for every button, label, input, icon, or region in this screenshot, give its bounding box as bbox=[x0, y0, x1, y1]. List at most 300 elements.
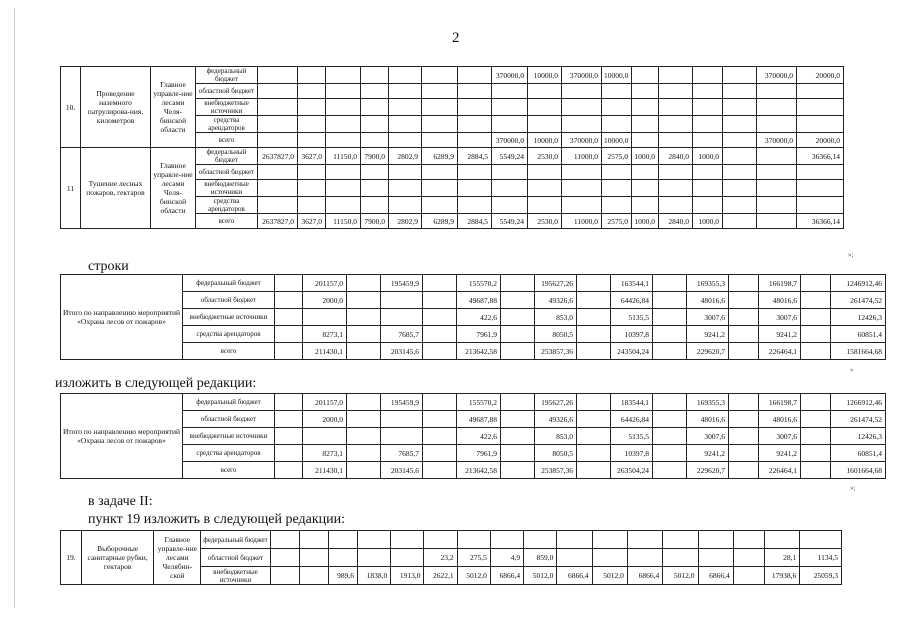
value-cell bbox=[659, 180, 693, 197]
value-cell: 23,2 bbox=[424, 549, 457, 567]
value-cell: 253857,36 bbox=[535, 343, 577, 360]
value-cell bbox=[361, 133, 389, 148]
value-cell: 7685,7 bbox=[381, 445, 423, 462]
value-cell: 213642,58 bbox=[457, 343, 501, 360]
value-cell bbox=[602, 180, 632, 197]
value-cell bbox=[801, 275, 831, 292]
value-cell bbox=[492, 180, 528, 197]
value-cell: 3007,6 bbox=[759, 428, 801, 445]
heading-new-edition: изложить в следующей редакции: bbox=[55, 376, 257, 391]
value-cell: 3627,0 bbox=[298, 214, 326, 229]
page-number: 2 bbox=[452, 30, 460, 46]
value-cell: 6866,4 bbox=[698, 567, 733, 585]
value-cell bbox=[423, 445, 457, 462]
value-cell bbox=[423, 275, 457, 292]
value-cell bbox=[757, 180, 797, 197]
value-cell bbox=[757, 148, 797, 165]
value-cell bbox=[423, 309, 457, 326]
value-cell bbox=[258, 165, 298, 180]
value-cell bbox=[602, 165, 632, 180]
value-cell: 169355,3 bbox=[687, 275, 729, 292]
funding-source: федеральный бюджет bbox=[201, 531, 271, 549]
value-cell bbox=[326, 197, 361, 214]
value-cell bbox=[298, 197, 326, 214]
value-cell: 7900,0 bbox=[361, 214, 389, 229]
value-cell bbox=[423, 326, 457, 343]
value-cell bbox=[632, 180, 659, 197]
value-cell bbox=[423, 411, 457, 428]
value-cell bbox=[298, 67, 326, 84]
value-cell bbox=[627, 531, 662, 549]
value-cell: 1134,5 bbox=[800, 549, 842, 567]
value-cell: 229620,7 bbox=[687, 462, 729, 479]
value-cell: 2575,0 bbox=[602, 148, 632, 165]
value-cell bbox=[801, 343, 831, 360]
row-number: 10. bbox=[61, 67, 81, 148]
measures-table-top bbox=[60, 66, 844, 229]
value-cell bbox=[764, 531, 799, 549]
value-cell: 9241,2 bbox=[687, 326, 729, 343]
value-cell: 1838,0 bbox=[358, 567, 391, 585]
value-cell: 226464,1 bbox=[759, 462, 801, 479]
value-cell bbox=[632, 197, 659, 214]
value-cell bbox=[501, 411, 535, 428]
value-cell bbox=[501, 428, 535, 445]
value-cell: 6289,9 bbox=[422, 148, 458, 165]
value-cell bbox=[653, 292, 687, 309]
value-cell bbox=[632, 84, 659, 99]
heading-item-19: пункт 19 изложить в следующей редакции: bbox=[88, 512, 345, 527]
value-cell: 370000,0 bbox=[757, 67, 797, 84]
value-cell: 1601664,68 bbox=[831, 462, 886, 479]
value-cell: 49687,88 bbox=[457, 292, 501, 309]
value-cell bbox=[562, 84, 602, 99]
value-cell bbox=[577, 428, 611, 445]
table-row bbox=[61, 394, 886, 411]
value-cell: 370000,0 bbox=[562, 133, 602, 148]
table-row bbox=[61, 411, 886, 428]
value-cell: 5012,0 bbox=[663, 567, 698, 585]
value-cell bbox=[501, 326, 535, 343]
funding-source: областной бюджет bbox=[201, 549, 271, 567]
value-cell: 211430,1 bbox=[303, 462, 347, 479]
value-cell bbox=[347, 275, 381, 292]
value-cell bbox=[347, 445, 381, 462]
value-cell bbox=[577, 309, 611, 326]
value-cell bbox=[275, 292, 303, 309]
value-cell: 203145,6 bbox=[381, 343, 423, 360]
value-cell: 3627,0 bbox=[298, 148, 326, 165]
value-cell bbox=[663, 549, 698, 567]
value-cell bbox=[729, 309, 759, 326]
value-cell: 226464,1 bbox=[759, 343, 801, 360]
value-cell: 2637827,0 bbox=[258, 148, 298, 165]
value-cell: 275,5 bbox=[457, 549, 490, 567]
value-cell bbox=[729, 394, 759, 411]
value-cell: 10000,0 bbox=[602, 67, 632, 84]
value-cell bbox=[663, 531, 698, 549]
value-cell bbox=[347, 428, 381, 445]
value-cell bbox=[653, 411, 687, 428]
measures-table-row19 bbox=[60, 530, 842, 585]
value-cell bbox=[653, 275, 687, 292]
value-cell bbox=[733, 567, 764, 585]
value-cell bbox=[457, 531, 490, 549]
value-cell: 10397,8 bbox=[611, 326, 653, 343]
value-cell bbox=[723, 84, 757, 99]
value-cell bbox=[801, 428, 831, 445]
value-cell bbox=[347, 309, 381, 326]
value-cell bbox=[501, 343, 535, 360]
value-cell bbox=[693, 180, 723, 197]
value-cell bbox=[389, 67, 422, 84]
value-cell: 195459,9 bbox=[381, 394, 423, 411]
value-cell: 7685,7 bbox=[381, 326, 423, 343]
value-cell bbox=[659, 116, 693, 133]
executor: Главное управле-ние лесами Челябин-ской bbox=[154, 531, 201, 585]
value-cell bbox=[653, 394, 687, 411]
value-cell bbox=[492, 99, 528, 116]
value-cell bbox=[458, 99, 492, 116]
itogo-table-new bbox=[60, 393, 886, 479]
value-cell bbox=[501, 292, 535, 309]
funding-source: областной бюджет bbox=[183, 411, 275, 428]
funding-source: всего bbox=[196, 214, 258, 229]
row-number: 11 bbox=[61, 148, 81, 229]
value-cell: 2575,0 bbox=[602, 214, 632, 229]
value-cell bbox=[358, 531, 391, 549]
value-cell bbox=[326, 67, 361, 84]
value-cell bbox=[422, 180, 458, 197]
value-cell bbox=[303, 309, 347, 326]
funding-source: внебюджетные источники bbox=[183, 309, 275, 326]
value-cell bbox=[423, 292, 457, 309]
value-cell bbox=[653, 326, 687, 343]
value-cell bbox=[627, 549, 662, 567]
value-cell bbox=[693, 197, 723, 214]
value-cell bbox=[632, 67, 659, 84]
value-cell bbox=[423, 394, 457, 411]
value-cell bbox=[347, 394, 381, 411]
value-cell bbox=[347, 462, 381, 479]
value-cell bbox=[733, 549, 764, 567]
value-cell bbox=[733, 531, 764, 549]
value-cell bbox=[326, 84, 361, 99]
value-cell bbox=[328, 549, 357, 567]
table-row bbox=[61, 445, 886, 462]
funding-source: всего bbox=[183, 343, 275, 360]
value-cell bbox=[729, 343, 759, 360]
value-cell bbox=[528, 180, 562, 197]
value-cell bbox=[422, 165, 458, 180]
value-cell bbox=[275, 428, 303, 445]
value-cell bbox=[729, 292, 759, 309]
value-cell bbox=[659, 133, 693, 148]
measure-name: Выборочные санитарные рубки, гектаров bbox=[81, 531, 154, 585]
value-cell bbox=[723, 180, 757, 197]
value-cell bbox=[659, 197, 693, 214]
value-cell: 213642,58 bbox=[457, 462, 501, 479]
value-cell bbox=[275, 309, 303, 326]
value-cell: 11150,0 bbox=[326, 148, 361, 165]
heading-rows: строки bbox=[88, 259, 129, 274]
value-cell: 36366,14 bbox=[797, 214, 844, 229]
value-cell bbox=[501, 445, 535, 462]
table-row bbox=[61, 309, 886, 326]
value-cell: 195459,9 bbox=[381, 275, 423, 292]
value-cell bbox=[258, 84, 298, 99]
value-cell: 1246912,46 bbox=[831, 275, 886, 292]
value-cell: 5012,0 bbox=[524, 567, 557, 585]
value-cell bbox=[562, 165, 602, 180]
value-cell bbox=[797, 180, 844, 197]
value-cell bbox=[562, 116, 602, 133]
value-cell bbox=[723, 99, 757, 116]
value-cell bbox=[577, 326, 611, 343]
value-cell: 49326,6 bbox=[535, 292, 577, 309]
itogo-label: Итого по направлению мероприятий «Охрана лесов от пожаров» bbox=[61, 394, 183, 479]
value-cell bbox=[361, 99, 389, 116]
value-cell bbox=[757, 214, 797, 229]
value-cell bbox=[729, 462, 759, 479]
value-cell: 2884,5 bbox=[458, 214, 492, 229]
value-cell bbox=[801, 445, 831, 462]
value-cell: 211430,1 bbox=[303, 343, 347, 360]
value-cell bbox=[422, 67, 458, 84]
value-cell bbox=[693, 84, 723, 99]
value-cell bbox=[361, 116, 389, 133]
value-cell bbox=[275, 462, 303, 479]
value-cell: 10000,0 bbox=[528, 133, 562, 148]
value-cell bbox=[361, 84, 389, 99]
value-cell: 5549,24 bbox=[492, 214, 528, 229]
value-cell: 9241,2 bbox=[759, 445, 801, 462]
value-cell: 989,6 bbox=[328, 567, 357, 585]
value-cell: 422,6 bbox=[457, 428, 501, 445]
value-cell bbox=[458, 84, 492, 99]
value-cell bbox=[275, 445, 303, 462]
page-left-border bbox=[14, 8, 15, 608]
value-cell: 5549,24 bbox=[492, 148, 528, 165]
value-cell: 1000,0 bbox=[693, 148, 723, 165]
value-cell bbox=[592, 531, 627, 549]
value-cell: 8273,1 bbox=[303, 326, 347, 343]
value-cell: 28,1 bbox=[764, 549, 799, 567]
value-cell bbox=[389, 133, 422, 148]
value-cell bbox=[801, 462, 831, 479]
table-row bbox=[61, 428, 886, 445]
value-cell bbox=[347, 411, 381, 428]
value-cell: 263504,24 bbox=[611, 462, 653, 479]
funding-source: областной бюджет bbox=[196, 165, 258, 180]
value-cell bbox=[492, 84, 528, 99]
value-cell bbox=[723, 133, 757, 148]
value-cell: 370000,0 bbox=[757, 133, 797, 148]
closing-mark: »; bbox=[848, 251, 854, 259]
table-row bbox=[61, 148, 844, 165]
value-cell bbox=[577, 445, 611, 462]
value-cell: 3007,6 bbox=[687, 428, 729, 445]
funding-source: федеральный бюджет bbox=[196, 148, 258, 165]
value-cell bbox=[757, 165, 797, 180]
value-cell bbox=[422, 84, 458, 99]
value-cell: 7900,0 bbox=[361, 148, 389, 165]
value-cell bbox=[422, 116, 458, 133]
measure-name: Проведение наземного патрулирова-ния, километров bbox=[81, 67, 151, 148]
value-cell bbox=[458, 165, 492, 180]
value-cell bbox=[298, 84, 326, 99]
value-cell bbox=[632, 165, 659, 180]
value-cell bbox=[422, 133, 458, 148]
table-row bbox=[61, 275, 886, 292]
value-cell: 20000,0 bbox=[797, 67, 844, 84]
value-cell: 1000,0 bbox=[632, 148, 659, 165]
value-cell: 2637827,0 bbox=[258, 214, 298, 229]
value-cell bbox=[347, 343, 381, 360]
value-cell: 243504,24 bbox=[611, 343, 653, 360]
value-cell bbox=[723, 214, 757, 229]
value-cell bbox=[801, 326, 831, 343]
value-cell bbox=[653, 428, 687, 445]
value-cell: 12426,3 bbox=[831, 428, 886, 445]
table-row bbox=[61, 462, 886, 479]
value-cell bbox=[801, 292, 831, 309]
value-cell bbox=[458, 197, 492, 214]
value-cell: 10000,0 bbox=[528, 67, 562, 84]
value-cell: 8050,5 bbox=[535, 326, 577, 343]
table-row bbox=[61, 531, 842, 549]
value-cell bbox=[389, 116, 422, 133]
value-cell bbox=[632, 133, 659, 148]
value-cell bbox=[562, 197, 602, 214]
value-cell bbox=[501, 462, 535, 479]
value-cell: 2000,0 bbox=[303, 411, 347, 428]
funding-source: всего bbox=[196, 133, 258, 148]
value-cell bbox=[800, 531, 842, 549]
value-cell: 48016,6 bbox=[687, 292, 729, 309]
value-cell bbox=[693, 133, 723, 148]
funding-source: средства арендаторов bbox=[183, 445, 275, 462]
value-cell bbox=[422, 197, 458, 214]
value-cell bbox=[698, 549, 733, 567]
value-cell bbox=[632, 99, 659, 116]
value-cell bbox=[275, 394, 303, 411]
value-cell bbox=[797, 165, 844, 180]
value-cell: 229620,7 bbox=[687, 343, 729, 360]
value-cell: 9241,2 bbox=[759, 326, 801, 343]
heading-task-2: в задаче II: bbox=[88, 494, 153, 509]
value-cell: 6866,4 bbox=[627, 567, 662, 585]
value-cell bbox=[693, 165, 723, 180]
value-cell bbox=[258, 116, 298, 133]
value-cell: 49687,88 bbox=[457, 411, 501, 428]
value-cell bbox=[258, 67, 298, 84]
value-cell: 201157,0 bbox=[303, 394, 347, 411]
value-cell bbox=[557, 531, 592, 549]
value-cell bbox=[423, 428, 457, 445]
table-row bbox=[61, 67, 844, 84]
value-cell bbox=[299, 531, 328, 549]
value-cell bbox=[492, 165, 528, 180]
value-cell bbox=[632, 116, 659, 133]
value-cell bbox=[602, 84, 632, 99]
value-cell: 48016,6 bbox=[759, 292, 801, 309]
value-cell bbox=[458, 67, 492, 84]
value-cell bbox=[729, 326, 759, 343]
value-cell: 11000,0 bbox=[562, 214, 602, 229]
value-cell: 11000,0 bbox=[562, 148, 602, 165]
value-cell bbox=[458, 116, 492, 133]
value-cell: 183544,1 bbox=[611, 394, 653, 411]
value-cell bbox=[361, 67, 389, 84]
value-cell: 370000,0 bbox=[492, 67, 528, 84]
value-cell: 12426,3 bbox=[831, 309, 886, 326]
funding-source: областной бюджет bbox=[196, 84, 258, 99]
table-row bbox=[61, 326, 886, 343]
closing-mark-old: » bbox=[850, 366, 854, 374]
value-cell bbox=[501, 394, 535, 411]
value-cell bbox=[326, 116, 361, 133]
value-cell bbox=[303, 428, 347, 445]
value-cell bbox=[270, 567, 299, 585]
value-cell bbox=[389, 84, 422, 99]
value-cell: 17938,6 bbox=[764, 567, 799, 585]
value-cell bbox=[659, 84, 693, 99]
value-cell: 155570,2 bbox=[457, 394, 501, 411]
value-cell bbox=[298, 116, 326, 133]
value-cell bbox=[659, 67, 693, 84]
value-cell bbox=[501, 275, 535, 292]
value-cell bbox=[422, 99, 458, 116]
value-cell bbox=[659, 165, 693, 180]
value-cell bbox=[729, 275, 759, 292]
itogo-table-old bbox=[60, 274, 886, 360]
value-cell bbox=[389, 180, 422, 197]
value-cell: 5012,0 bbox=[457, 567, 490, 585]
value-cell bbox=[698, 531, 733, 549]
value-cell: 64426,84 bbox=[611, 411, 653, 428]
value-cell bbox=[653, 309, 687, 326]
value-cell: 2840,0 bbox=[659, 148, 693, 165]
value-cell: 2884,5 bbox=[458, 148, 492, 165]
value-cell: 2530,0 bbox=[528, 214, 562, 229]
value-cell bbox=[797, 116, 844, 133]
value-cell: 6866,4 bbox=[557, 567, 592, 585]
value-cell bbox=[577, 462, 611, 479]
value-cell bbox=[424, 531, 457, 549]
value-cell bbox=[381, 309, 423, 326]
value-cell bbox=[258, 133, 298, 148]
value-cell: 2802,9 bbox=[389, 214, 422, 229]
value-cell bbox=[602, 99, 632, 116]
value-cell bbox=[347, 326, 381, 343]
closing-mark-new: »; bbox=[850, 484, 856, 492]
value-cell bbox=[723, 67, 757, 84]
value-cell: 10397,8 bbox=[611, 445, 653, 462]
value-cell bbox=[361, 165, 389, 180]
value-cell bbox=[270, 549, 299, 567]
value-cell bbox=[577, 275, 611, 292]
value-cell bbox=[693, 67, 723, 84]
value-cell bbox=[381, 428, 423, 445]
value-cell bbox=[729, 411, 759, 428]
value-cell bbox=[258, 99, 298, 116]
value-cell: 4,9 bbox=[490, 549, 523, 567]
value-cell bbox=[729, 445, 759, 462]
value-cell bbox=[757, 197, 797, 214]
value-cell: 10000,0 bbox=[602, 133, 632, 148]
value-cell bbox=[326, 165, 361, 180]
